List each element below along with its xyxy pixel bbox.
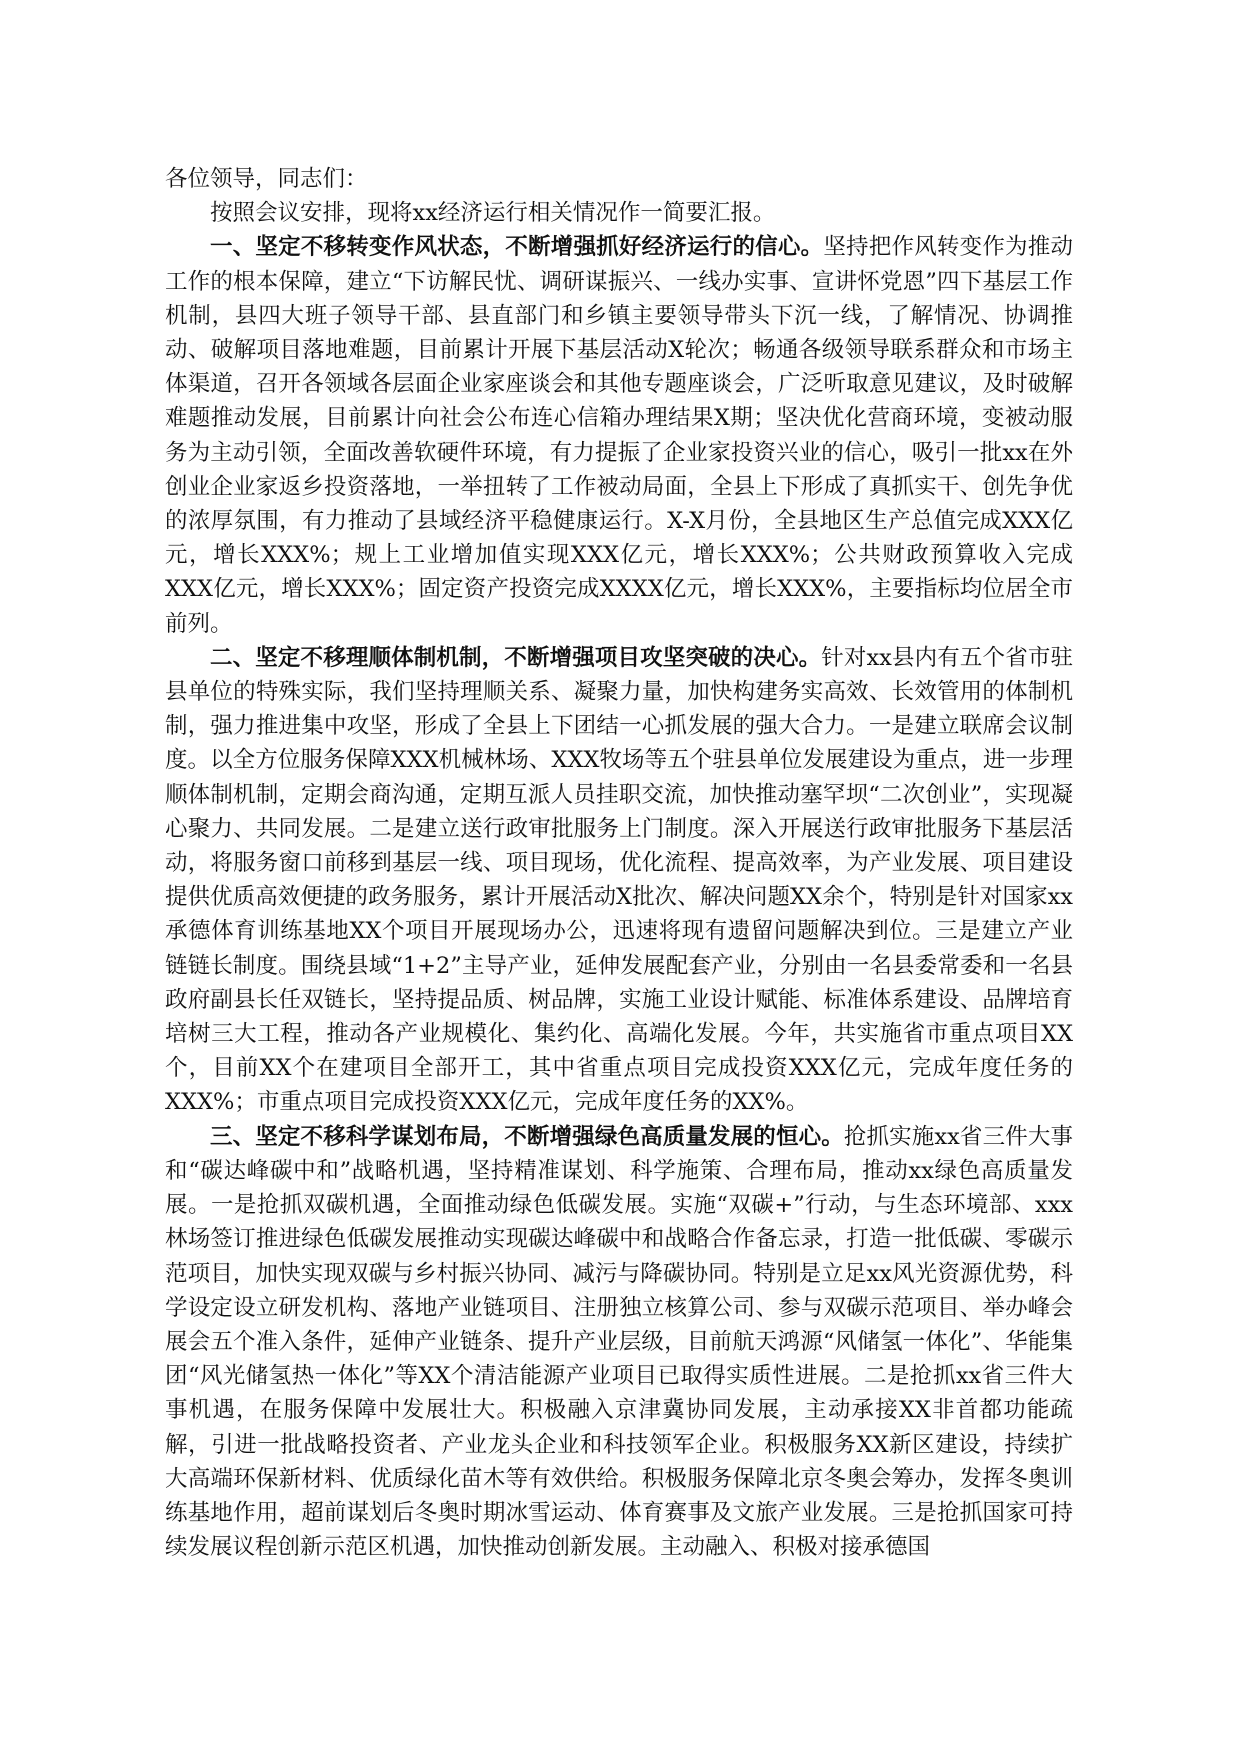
section-heading-3: 三、坚定不移科学谋划布局，不断增强绿色高质量发展的恒心。 — [210, 1123, 844, 1150]
section-body-3: 抢抓实施xx省三件大事和“碳达峰碳中和”战略机遇，坚持精准谋划、科学施策、合理布局，推动xx绿色高质量发展。一是抢抓双碳机遇，全面推动绿色低碳发展。实施“双碳+”行动，与生态环境部、xxx林场签订推进绿色低碳发展推动实现碳达峰碳中和战略合作备忘录，打造一批低碳、零碳示范项目，加快实现双碳与乡村振兴协同、减污与降碳协同。特别是立足xx风光资源优势，科学设定设立研发机构、落地产业链项目、注册独立核算公司、参与双碳示范项目、举办峰会展会五个准入条件，延伸产业链条、提升产业层级，目前航天鸿源“风储氢一体化”、华能集团“风光储氢热一体化”等XX个清洁能源产业项目已取得实质性进展。二是抢抓xx省三件大事机遇，在服务保障中发展壮大。积极融入京津冀协同发展，主动承接XX非首都功能疏解，引进一批战略投资者、产业龙头企业和科技领军企业。积极服务XX新区建设，持续扩大高端环保新材料、优质绿化苗木等有效供给。积极服务保障北京冬奥会筹办，发挥冬奥训练基地作用，超前谋划后冬奥时期冰雪运动、体育赛事及文旅产业发展。三是抢抓国家可持续发展议程创新示范区机遇，加快推动创新发展。主动融入、积极对接承德国 — [165, 1123, 1073, 1561]
section-body-1: 坚持把作风转变作为推动工作的根本保障，建立“下访解民忧、调研谋振兴、一线办实事、宣讲怀党恩”四下基层工作机制，县四大班子领导干部、县直部门和乡镇主要领导带头下沉一线，了解情况、协调推动、破解项目落地难题，目前累计开展下基层活动X轮次；畅通各级领导联系群众和市场主体渠道，召开各领域各层面企业家座谈会和其他专题座谈会，广泛听取意见建议，及时破解难题推动发展，目前累计向社会公布连心信箱办理结果X期；坚决优化营商环境，变被动服务为主动引领，全面改善软硬件环境，有力提振了企业家投资兴业的信心，吸引一批xx在外创业企业家返乡投资落地，一举扭转了工作被动局面，全县上下形成了真抓实干、创先争优的浓厚氛围，有力推动了县域经济平稳健康运行。X-X月份，全县地区生产总值完成XXX亿元，增长XXX%；规上工业增加值实现XXX亿元，增长XXX%；公共财政预算收入完成XXX亿元，增长XXX%；固定资产投资完成XXXX亿元，增长XXX%，主要指标均位居全市前列。 — [165, 234, 1073, 637]
document-body — [165, 162, 1073, 1564]
salutation: 各位领导，同志们： — [165, 166, 368, 192]
section-paragraph-3 — [165, 1120, 1073, 1565]
intro-paragraph: 按照会议安排，现将xx经济运行相关情况作一简要汇报。 — [210, 200, 776, 227]
section-heading-2: 二、坚定不移理顺体制机制，不断增强项目攻坚突破的决心。 — [210, 644, 822, 671]
section-body-2: 针对xx县内有五个省市驻县单位的特殊实际，我们坚持理顺关系、凝聚力量，加快构建务实高效、长效管用的体制机制，强力推进集中攻坚，形成了全县上下团结一心抓发展的强大合力。一是建立联席会议制度。以全方位服务保障XXX机械林场、XXX牧场等五个驻县单位发展建设为重点，进一步理顺体制机制，定期会商沟通，定期互派人员挂职交流，加快推动塞罕坝“二次创业”，实现凝心聚力、共同发展。二是建立送行政审批服务上门制度。深入开展送行政审批服务下基层活动，将服务窗口前移到基层一线、项目现场，优化流程、提高效率，为产业发展、项目建设提供优质高效便捷的政务服务，累计开展活动X批次、解决问题XX余个，特别是针对国家xx承德体育训练基地XX个项目开展现场办公，迅速将现有遗留问题解决到位。三是建立产业链链长制度。围绕县域“1+2”主导产业，延伸发展配套产业，分别由一名县委常委和一名县政府副县长任双链长，坚持提品质、树品牌，实施工业设计赋能、标准体系建设、品牌培育培树三大工程，推动各产业规模化、集约化、高端化发展。今年，共实施省市重点项目XX个，目前XX个在建项目全部开工，其中省重点项目完成投资XXX亿元，完成年度任务的XXX%；市重点项目完成投资XXX亿元，完成年度任务的XX%。 — [165, 644, 1073, 1116]
section-heading-1: 一、坚定不移转变作风状态，不断增强抓好经济运行的信心。 — [210, 234, 824, 261]
section-paragraph-1 — [165, 230, 1073, 640]
section-paragraph-2 — [165, 641, 1073, 1120]
